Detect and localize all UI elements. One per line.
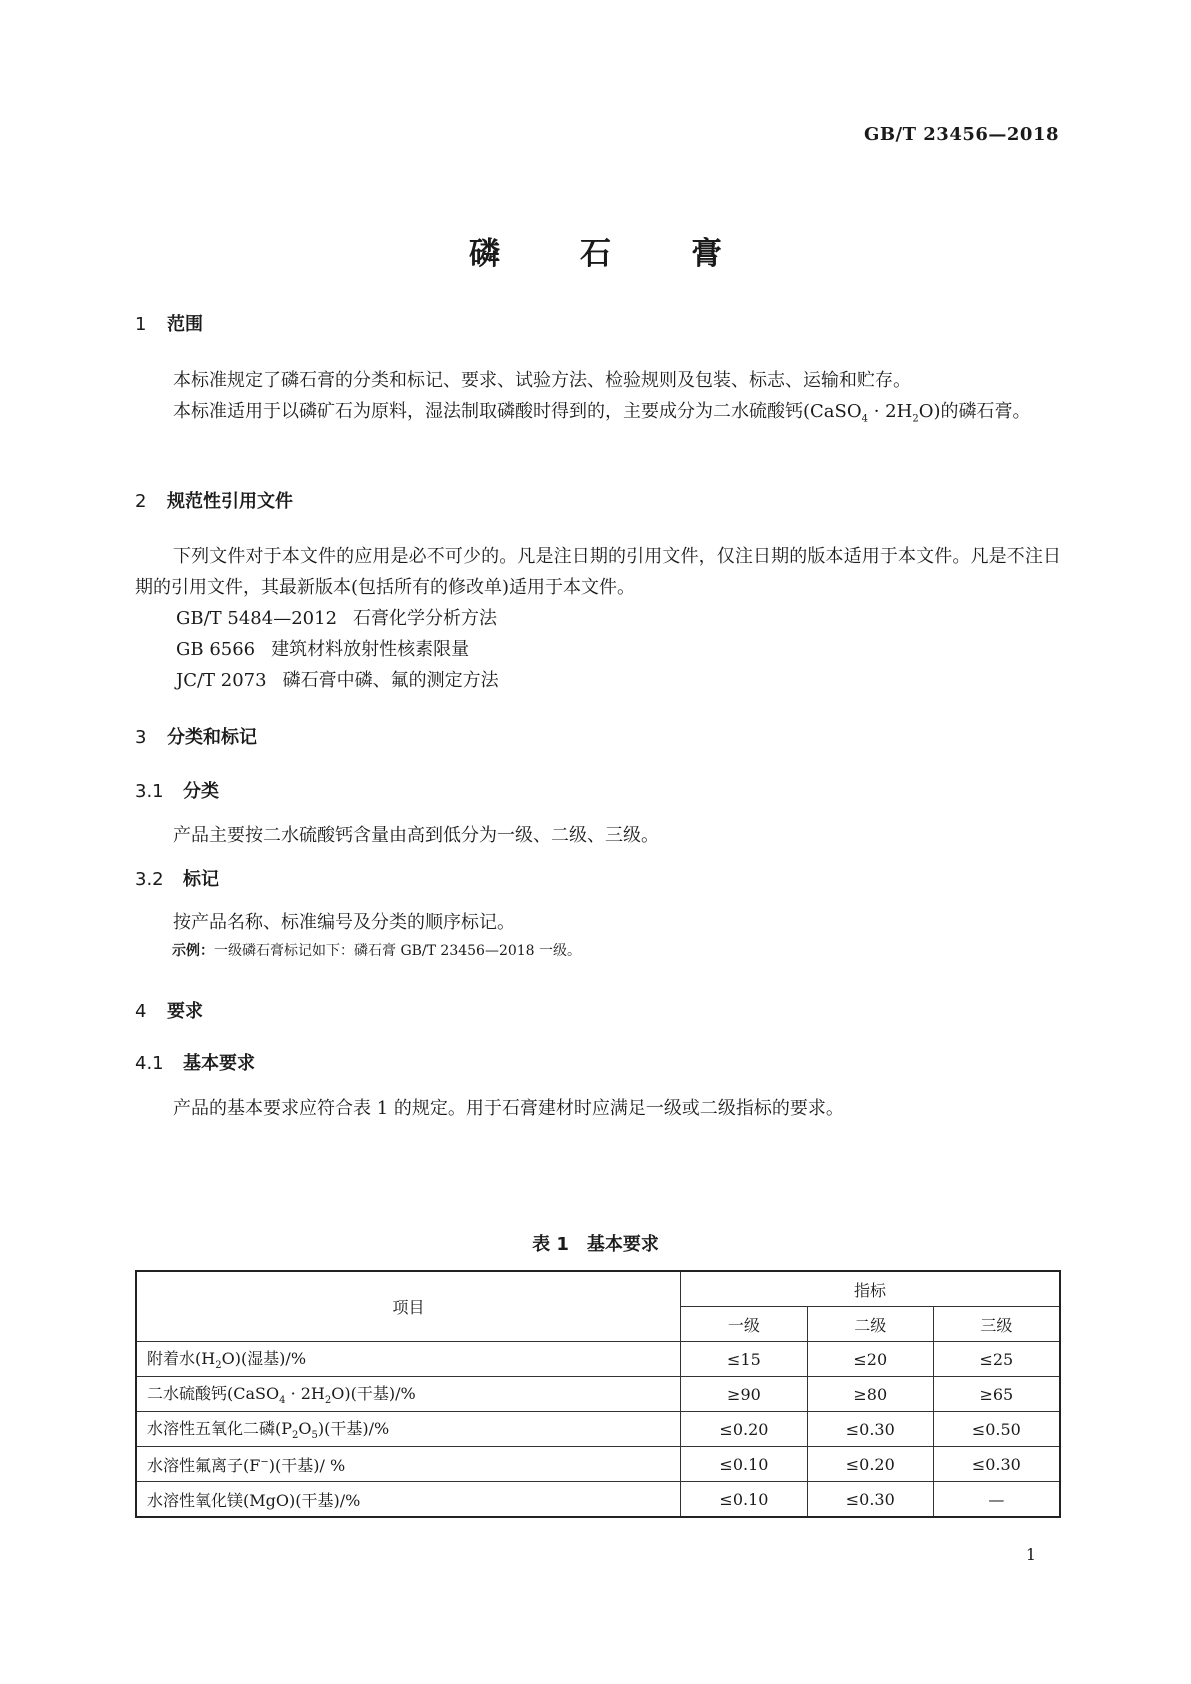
section-4-1-heading: 4.1 基本要求 — [135, 1053, 255, 1074]
row-value: ≤0.30 — [933, 1447, 1060, 1482]
table-row — [136, 1342, 1060, 1377]
table-row — [136, 1377, 1060, 1412]
document-title — [0, 228, 1191, 273]
table-header-index: 指标 — [681, 1271, 1060, 1307]
table-1-basic-requirements — [135, 1270, 1061, 1518]
table-header-grade: 二级 — [807, 1307, 933, 1342]
section-2-heading: 2 规范性引用文件 — [135, 491, 293, 512]
reference-item: GB 6566 建筑材料放射性核素限量 — [176, 639, 470, 660]
row-value: ≤0.50 — [933, 1412, 1060, 1447]
row-item-label: 水溶性五氧化二磷$(P_2O_5)$(干基)/% — [136, 1412, 681, 1447]
row-value: ≥80 — [807, 1377, 933, 1412]
standard-number: GB/T 23456—2018 — [863, 124, 1059, 145]
section-4-heading: 4 要求 — [135, 1001, 203, 1022]
section-1-paragraph-2: 本标准适用于以磷矿石为原料，湿法制取磷酸时得到的，主要成分为二水硫酸钙(CaSO$_4$ · $2H_2O$)的磷石膏。 — [173, 401, 1031, 425]
table-1-caption: 表 1 基本要求 — [532, 1234, 659, 1255]
row-value: ≤0.30 — [807, 1482, 933, 1518]
title-char: 膏 — [691, 236, 722, 272]
row-value: ≥65 — [933, 1377, 1060, 1412]
row-value: ≥90 — [681, 1377, 808, 1412]
section-3-heading: 3 分类和标记 — [135, 727, 257, 748]
section-3-2-paragraph: 按产品名称、标准编号及分类的顺序标记。 — [173, 912, 515, 933]
row-item-label: 水溶性氧化镁(MgO)(干基)/% — [136, 1482, 681, 1518]
row-value: ≤0.10 — [681, 1447, 808, 1482]
reference-item: JC/T 2073 磷石膏中磷、氟的测定方法 — [176, 670, 499, 691]
section-1-paragraph-1: 本标准规定了磷石膏的分类和标记、要求、试验方法、检验规则及包装、标志、运输和贮存。 — [173, 370, 911, 391]
row-value: — — [933, 1482, 1060, 1518]
section-3-1-paragraph: 产品主要按二水硫酸钙含量由高到低分为一级、二级、三级。 — [173, 825, 659, 846]
section-2-paragraph-1: 下列文件对于本文件的应用是必不可少的。凡是注日期的引用文件，仅注日期的版本适用于本文件。凡是不注日期的引用文件，其最新版本(包括所有的修改单)适用于本文件。 — [135, 546, 1061, 598]
row-value: ≤0.30 — [807, 1412, 933, 1447]
title-char: 磷 — [469, 236, 500, 272]
table-header-item: 项目 — [136, 1271, 681, 1342]
row-item-label: 水溶性氟离子(F−)(干基)/ % — [136, 1447, 681, 1482]
table-header-grade: 三级 — [933, 1307, 1060, 1342]
section-4-1-paragraph: 产品的基本要求应符合表 1 的规定。用于石膏建材时应满足一级或二级指标的要求。 — [173, 1098, 844, 1119]
title-char: 石 — [580, 236, 611, 272]
row-value: ≤15 — [681, 1342, 808, 1377]
page-number: 1 — [1025, 1545, 1036, 1564]
section-3-1-heading: 3.1 分类 — [135, 781, 219, 802]
row-value: ≤20 — [807, 1342, 933, 1377]
row-value: ≤0.20 — [681, 1412, 808, 1447]
row-value: ≤0.10 — [681, 1482, 808, 1518]
table-row — [136, 1482, 1060, 1518]
marking-example: 示例：一级磷石膏标记如下：磷石膏 GB/T 23456—2018 一级。 — [172, 943, 582, 959]
reference-item: GB/T 5484—2012 石膏化学分析方法 — [176, 608, 498, 629]
row-item-label: 附着水$(H_2O)$(湿基)/% — [136, 1342, 681, 1377]
row-value: ≤0.20 — [807, 1447, 933, 1482]
section-1-heading: 1 范围 — [135, 314, 203, 335]
row-value: ≤25 — [933, 1342, 1060, 1377]
row-item-label: 二水硫酸钙(CaSO$_4$ · $2H_2O$)(干基)/% — [136, 1377, 681, 1412]
table-row — [136, 1412, 1060, 1447]
table-header-grade: 一级 — [681, 1307, 808, 1342]
table-row — [136, 1447, 1060, 1482]
section-3-2-heading: 3.2 标记 — [135, 869, 219, 890]
